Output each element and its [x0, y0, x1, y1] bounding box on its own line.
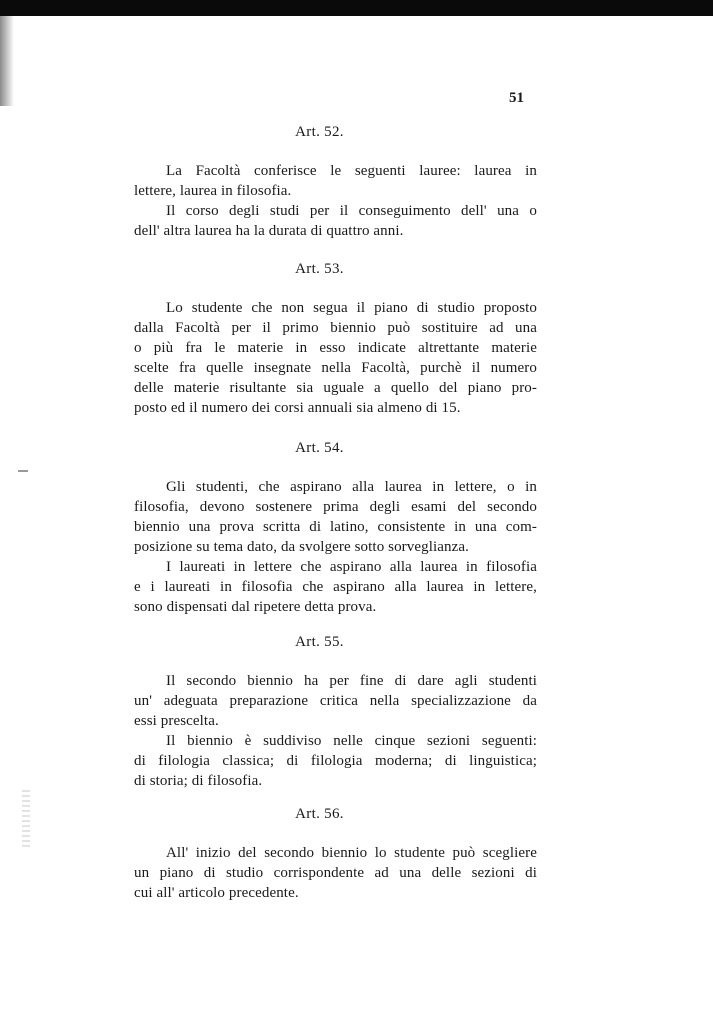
paragraph	[102, 671, 537, 731]
text-line: cui all' articolo precedente.	[134, 885, 299, 901]
article-title: Art. 53.	[295, 261, 344, 277]
text-line: scelte fra quelle insegnate nella Facoltà, purchè il numero	[134, 360, 537, 376]
article-title: Art. 52.	[295, 124, 344, 140]
text-line: un' adeguata preparazione critica nella specializzazione da	[134, 693, 537, 709]
text-line: delle materie risultante sia uguale a quello del piano pro-	[134, 380, 537, 396]
scan-border-top	[0, 0, 713, 16]
article-52	[102, 124, 537, 241]
text-line: di filologia classica; di filologia moderna; di linguistica;	[134, 753, 537, 769]
text-line: Lo studente che non segua il piano di studio proposto	[166, 300, 537, 316]
text-line: Il secondo biennio ha per fine di dare agli studenti	[166, 673, 537, 689]
paragraph	[102, 161, 537, 201]
article-56	[102, 806, 537, 903]
paragraph	[102, 201, 537, 241]
text-line: un piano di studio corrispondente ad una delle sezioni di	[134, 865, 537, 881]
page-number: 51	[509, 90, 524, 106]
paragraph	[102, 557, 537, 617]
text-line: Il corso degli studi per il conseguimento dell' una o	[166, 203, 537, 219]
text-line: Gli studenti, che aspirano alla laurea in lettere, o in	[166, 479, 537, 495]
paragraph	[102, 477, 537, 557]
text-line: biennio una prova scritta di latino, consistente in una com-	[134, 519, 537, 535]
article-title: Art. 54.	[295, 440, 344, 456]
text-line: filosofia, devono sostenere prima degli esami del secondo	[134, 499, 537, 515]
text-line: di storia; di filosofia.	[134, 773, 263, 789]
text-line: La Facoltà conferisce le seguenti lauree: laurea in	[166, 163, 537, 179]
text-line: dalla Facoltà per il primo biennio può sostituire ad una	[134, 320, 537, 336]
text-line: lettere, laurea in filosofia.	[134, 183, 292, 199]
text-line: e i laureati in filosofia che aspirano alla laurea in lettere,	[134, 579, 537, 595]
scan-mark	[18, 470, 28, 472]
paragraph	[102, 298, 537, 418]
scan-mark	[22, 790, 30, 850]
paragraph	[102, 731, 537, 791]
article-53	[102, 261, 537, 418]
text-line: posto ed il numero dei corsi annuali sia almeno di 15.	[134, 400, 461, 416]
paragraph	[102, 843, 537, 903]
article-title: Art. 55.	[295, 634, 344, 650]
text-line: sono dispensati dal ripetere detta prova.	[134, 599, 377, 615]
text-line: dell' altra laurea ha la durata di quattro anni.	[134, 223, 404, 239]
article-title: Art. 56.	[295, 806, 344, 822]
text-line: posizione su tema dato, da svolgere sotto sorveglianza.	[134, 539, 469, 555]
text-line: Il biennio è suddiviso nelle cinque sezioni seguenti:	[166, 733, 537, 749]
text-line: essi prescelta.	[134, 713, 219, 729]
text-line: All' inizio del secondo biennio lo studente può scegliere	[166, 845, 537, 861]
text-line: I laureati in lettere che aspirano alla laurea in filosofia	[166, 559, 537, 575]
article-54	[102, 440, 537, 617]
scan-binding-shadow	[0, 16, 14, 106]
text-line: o più fra le materie in esso indicate altrettante materie	[134, 340, 537, 356]
article-55	[102, 634, 537, 791]
